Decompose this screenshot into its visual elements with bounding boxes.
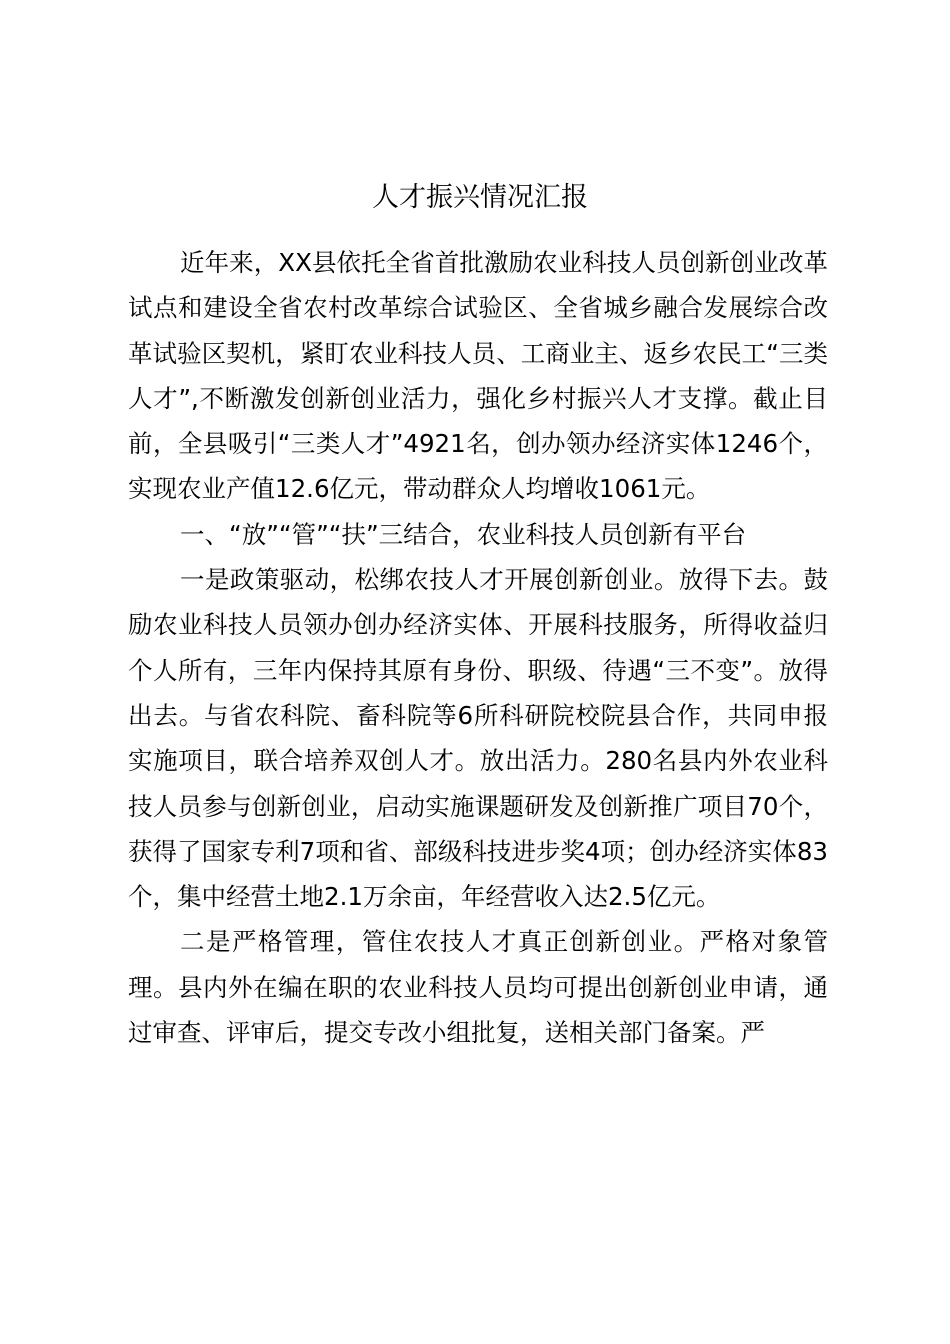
section-heading-1: 一、“放”“管”“扶”三结合，农业科技人员创新有平台 (180, 519, 747, 549)
paragraph-management: 二是严格管理，管住农技人才真正创新创业。严格对象管理。县内外在编在职的农业科技人员均可提出创新创业申请，通过审查、评审后，提交专改小组批复，送相关部门备案。严 (128, 927, 828, 1048)
paragraph-intro: 近年来，XX县依托全省首批激励农业科技人员创新创业改革试点和建设全省农村改革综合试验区、全省城乡融合发展综合改革试验区契机，紧盯农业科技人员、工商业主、返乡农民工“三类人才”,不断激发创新创业活力，强化乡村振兴人才支撑。截止目前，全县吸引“三类人才”4921名，创办领办经济实体1246个，实现农业产值12.6亿元，带动群众人均增收1061元。 (128, 248, 828, 504)
document-title: 人才振兴情况汇报 (372, 182, 588, 213)
paragraph-policy: 一是政策驱动，松绑农技人才开展创新创业。放得下去。鼓励农业科技人员领办创办经济实体、开展科技服务，所得收益归个人所有，三年内保持其原有身份、职级、待遇“三不变”。放得出去。与省农科院、畜科院等6所科研院校院县合作，共同申报实施项目，联合培养双创人才。放出活力。280名县内外农业科技人员参与创新创业，启动实施课题研发及创新推广项目70个，获得了国家专利7项和省、部级科技进步奖4项；创办经济实体83个，集中经营土地2.1万余亩，年经营收入达2.5亿元。 (128, 565, 828, 912)
document-body (128, 240, 828, 1055)
